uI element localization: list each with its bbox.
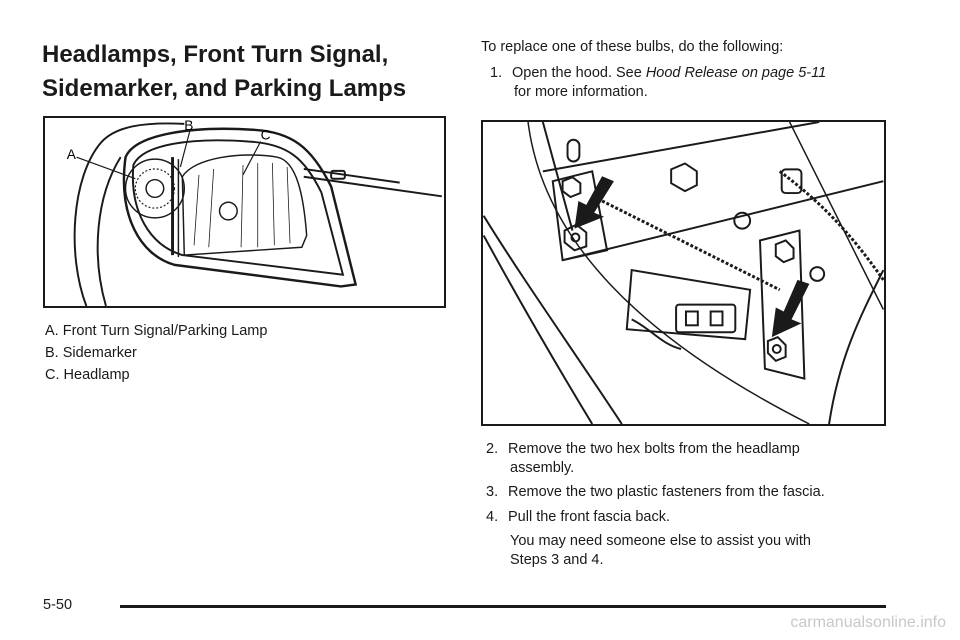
callout-b: B: [184, 118, 194, 133]
watermark: carmanualsonline.info: [790, 614, 946, 631]
step-4-number: 4.: [486, 509, 499, 525]
step-4-text: Pull the front fascia back.: [508, 509, 670, 525]
callout-a: A: [66, 147, 76, 163]
engine-compartment-figure: [481, 120, 886, 426]
page-number: 5-50: [43, 597, 73, 613]
headlamp-assembly-illustration: [45, 118, 444, 306]
legend-item-a: A. Front Turn Signal/Parking Lamp: [45, 323, 268, 339]
hex-bolts-illustration: [483, 122, 884, 424]
title-line-2: Sidemarker, and Parking Lamps: [42, 75, 407, 102]
step-3-text: Remove the two plastic fasteners from the fascia.: [508, 484, 825, 500]
hood-release-reference-link[interactable]: Hood Release on page 5-11: [645, 65, 827, 81]
step-1-text: [512, 64, 826, 83]
step-2-number: 2.: [486, 441, 499, 457]
title-line-1: Headlamps, Front Turn Signal,: [42, 41, 389, 68]
step-3: [486, 483, 825, 502]
step-4: [486, 508, 670, 527]
step-2-text: Remove the two hex bolts from the headlamp: [508, 441, 800, 457]
step-2-text-cont: assembly.: [510, 460, 575, 476]
step-2: [486, 440, 800, 478]
step-1-text-before: Open the hood. See: [512, 65, 646, 81]
step-1: [490, 64, 826, 102]
figure-legend: [45, 320, 267, 386]
assistance-note: [510, 532, 870, 570]
note-line-2: Steps 3 and 4.: [510, 552, 604, 568]
footer-rule: [120, 605, 886, 608]
page-title: [42, 38, 462, 106]
note-line-1: You may need someone else to assist you with: [510, 533, 811, 549]
step-1-number: 1.: [490, 65, 503, 81]
headlamp-assembly-figure: [43, 116, 446, 308]
instructions-intro: To replace one of these bulbs, do the following:: [481, 39, 784, 55]
legend-item-c: C. Headlamp: [45, 367, 130, 383]
legend-item-b: B. Sidemarker: [45, 345, 137, 361]
step-1-text-after: for more information.: [514, 84, 648, 100]
callout-c: C: [260, 127, 271, 143]
step-3-number: 3.: [486, 484, 499, 500]
